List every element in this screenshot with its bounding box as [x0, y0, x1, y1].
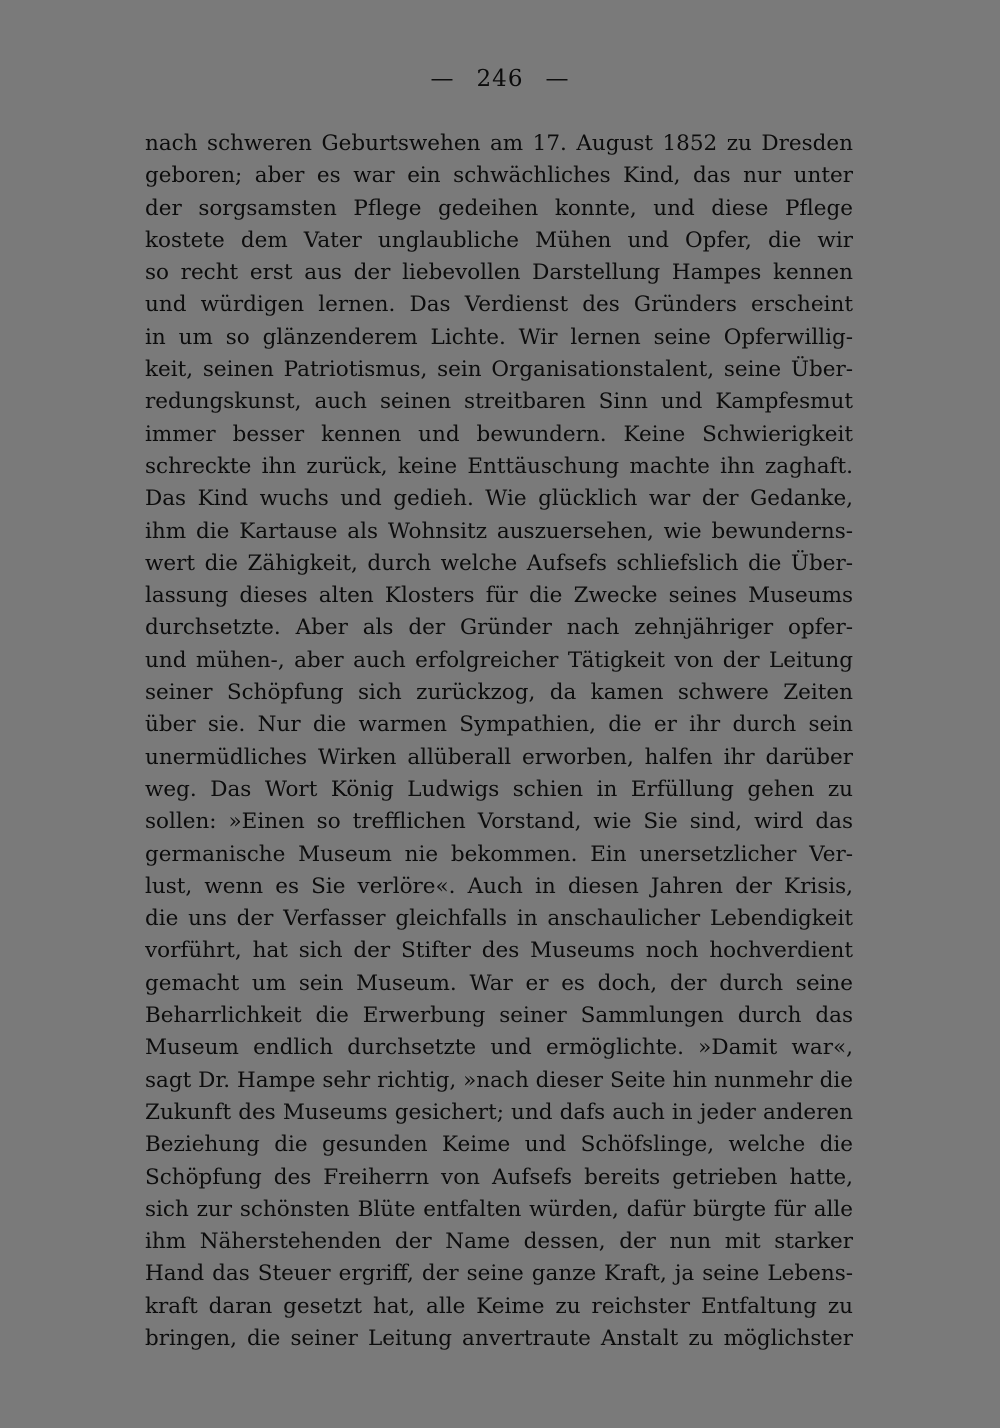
text-line: geboren; aber es war ein schwächliches Kind, das nur unter	[145, 163, 853, 189]
text-line: kostete dem Vater unglaubliche Mühen und Opfer, die wir	[145, 227, 853, 253]
text-line: gemacht um sein Museum. War er es doch, der durch seine	[145, 970, 853, 996]
text-line: durchsetzte. Aber als der Gründer nach zehnjähriger opfer-	[145, 615, 853, 641]
text-line: wert die Zähigkeit, durch welche Aufsefs schliefslich die Über-	[145, 550, 853, 576]
text-line: die uns der Verfasser gleichfalls in anschaulicher Lebendigkeit	[145, 906, 853, 932]
text-line: ihm Näherstehenden der Name dessen, der nun mit starker	[145, 1229, 853, 1255]
text-line: sagt Dr. Hampe sehr richtig, »nach dieser Seite hin nunmehr die	[145, 1067, 853, 1093]
page-header	[0, 66, 1000, 92]
text-line: germanische Museum nie bekommen. Ein unersetzlicher Ver-	[145, 841, 853, 867]
header-right-dash: —	[545, 66, 570, 92]
text-line: sollen: »Einen so trefflichen Vorstand, wie Sie sind, wird das	[145, 809, 853, 835]
text-line: redungskunst, auch seinen streitbaren Sinn und Kampfesmut	[145, 389, 853, 415]
text-line: immer besser kennen und bewundern. Keine Schwierigkeit	[145, 421, 853, 447]
text-line: Das Kind wuchs und gedieh. Wie glücklich war der Gedanke,	[145, 486, 853, 512]
text-line: seiner Schöpfung sich zurückzog, da kamen schwere Zeiten	[145, 680, 853, 706]
page-number: 246	[476, 66, 524, 92]
text-line: schreckte ihn zurück, keine Enttäuschung machte ihn zaghaft.	[145, 453, 853, 479]
text-line: Museum endlich durchsetzte und ermöglichte. »Damit war«,	[145, 1035, 853, 1061]
text-line: Zukunft des Museums gesichert; und dafs auch in jeder anderen	[145, 1099, 853, 1125]
body-text	[145, 128, 853, 1355]
text-line: nach schweren Geburtswehen am 17. August 1852 zu Dresden	[145, 131, 853, 156]
text-line: Hand das Steuer ergriff, der seine ganze Kraft, ja seine Lebens-	[145, 1261, 853, 1287]
text-line: über sie. Nur die warmen Sympathien, die er ihr durch sein	[145, 712, 853, 738]
text-line: in um so glänzenderem Lichte. Wir lernen seine Opferwillig-	[145, 324, 853, 350]
text-line: vorführt, hat sich der Stifter des Museums noch hochverdient	[145, 938, 853, 964]
text-line: und mühen-, aber auch erfolgreicher Tätigkeit von der Leitung	[145, 647, 853, 673]
text-line: Beharrlichkeit die Erwerbung seiner Sammlungen durch das	[145, 1003, 853, 1029]
text-line: keit, seinen Patriotismus, sein Organisationstalent, seine Über-	[145, 357, 853, 383]
text-line: kraft daran gesetzt hat, alle Keime zu reichster Entfaltung zu	[145, 1293, 853, 1319]
text-line: und würdigen lernen. Das Verdienst des Gründers erscheint	[145, 292, 853, 318]
text-line: bringen, die seiner Leitung anvertraute Anstalt zu möglichster	[145, 1325, 853, 1351]
text-line: ihm die Kartause als Wohnsitz auszuersehen, wie bewunderns-	[145, 518, 853, 544]
header-left-dash: —	[430, 66, 455, 92]
text-line: Beziehung die gesunden Keime und Schöfslinge, welche die	[145, 1132, 853, 1158]
text-line: so recht erst aus der liebevollen Darstellung Hampes kennen	[145, 260, 853, 286]
text-line: Schöpfung des Freiherrn von Aufsefs bereits getrieben hatte,	[145, 1164, 853, 1190]
text-line: unermüdliches Wirken allüberall erworben, halfen ihr darüber	[145, 744, 853, 770]
text-line: sich zur schönsten Blüte entfalten würden, dafür bürgte für alle	[145, 1196, 853, 1222]
text-line: der sorgsamsten Pflege gedeihen konnte, und diese Pflege	[145, 195, 853, 221]
text-line: weg. Das Wort König Ludwigs schien in Erfüllung gehen zu	[145, 776, 853, 802]
text-line: lust, wenn es Sie verlöre«. Auch in diesen Jahren der Krisis,	[145, 873, 853, 899]
text-line: lassung dieses alten Klosters für die Zwecke seines Museums	[145, 583, 853, 609]
